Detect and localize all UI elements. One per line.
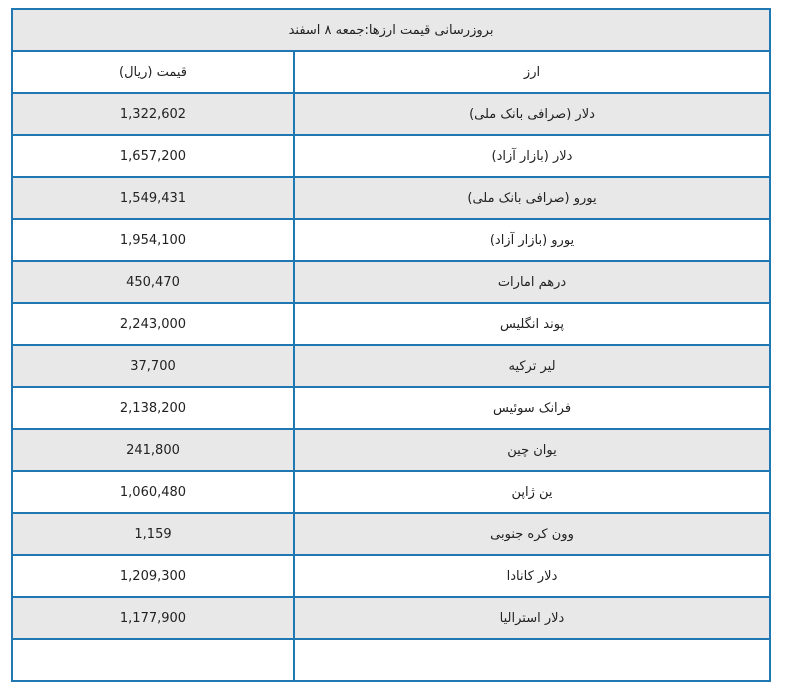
table-row: [12, 303, 770, 345]
currency-cell: دلار (صرافی بانک ملی): [294, 93, 770, 135]
table-row: [12, 597, 770, 639]
rates-table-container: [11, 8, 769, 688]
currency-cell: درهم امارات: [294, 261, 770, 303]
price-cell: 1,549,431: [12, 177, 294, 219]
currency-cell: لیر ترکیه: [294, 345, 770, 387]
table-row: [12, 345, 770, 387]
price-cell: 1,322,602: [12, 93, 294, 135]
price-cell: 2,138,200: [12, 387, 294, 429]
table-row: [12, 429, 770, 471]
table-title: بروزرسانی قیمت ارزها:جمعه ۸ اسفند: [12, 9, 770, 51]
price-column-header: قیمت (ریال): [12, 51, 294, 93]
price-cell: 37,700: [12, 345, 294, 387]
currency-cell: دلار استرالیا: [294, 597, 770, 639]
table-header-row: [12, 51, 770, 93]
table-row: [12, 219, 770, 261]
price-cell: 2,243,000: [12, 303, 294, 345]
currency-cell: دلار کانادا: [294, 555, 770, 597]
currency-cell: دلار (بازار آزاد): [294, 135, 770, 177]
price-cell: 1,177,900: [12, 597, 294, 639]
currency-column-header: ارز: [294, 51, 770, 93]
currency-cell: وون کره جنوبی: [294, 513, 770, 555]
currency-cell: یورو (بازار آزاد): [294, 219, 770, 261]
currency-cell: یوان چین: [294, 429, 770, 471]
price-cell: 1,954,100: [12, 219, 294, 261]
currency-cell: پوند انگلیس: [294, 303, 770, 345]
price-cell: 1,657,200: [12, 135, 294, 177]
price-cell: [12, 639, 294, 681]
table-row: [12, 135, 770, 177]
currency-cell: فرانک سوئیس: [294, 387, 770, 429]
table-row: [12, 471, 770, 513]
price-cell: 241,800: [12, 429, 294, 471]
table-row: [12, 387, 770, 429]
table-row: [12, 639, 770, 681]
table-row: [12, 555, 770, 597]
table-row: [12, 177, 770, 219]
price-cell: 1,159: [12, 513, 294, 555]
table-title-row: [12, 9, 770, 51]
currency-rates-table: [11, 8, 771, 682]
table-row: [12, 261, 770, 303]
table-row: [12, 93, 770, 135]
price-cell: 450,470: [12, 261, 294, 303]
currency-cell: ین ژاپن: [294, 471, 770, 513]
table-row: [12, 513, 770, 555]
currency-cell: یورو (صرافی بانک ملی): [294, 177, 770, 219]
price-cell: 1,060,480: [12, 471, 294, 513]
price-cell: 1,209,300: [12, 555, 294, 597]
currency-cell: [294, 639, 770, 681]
